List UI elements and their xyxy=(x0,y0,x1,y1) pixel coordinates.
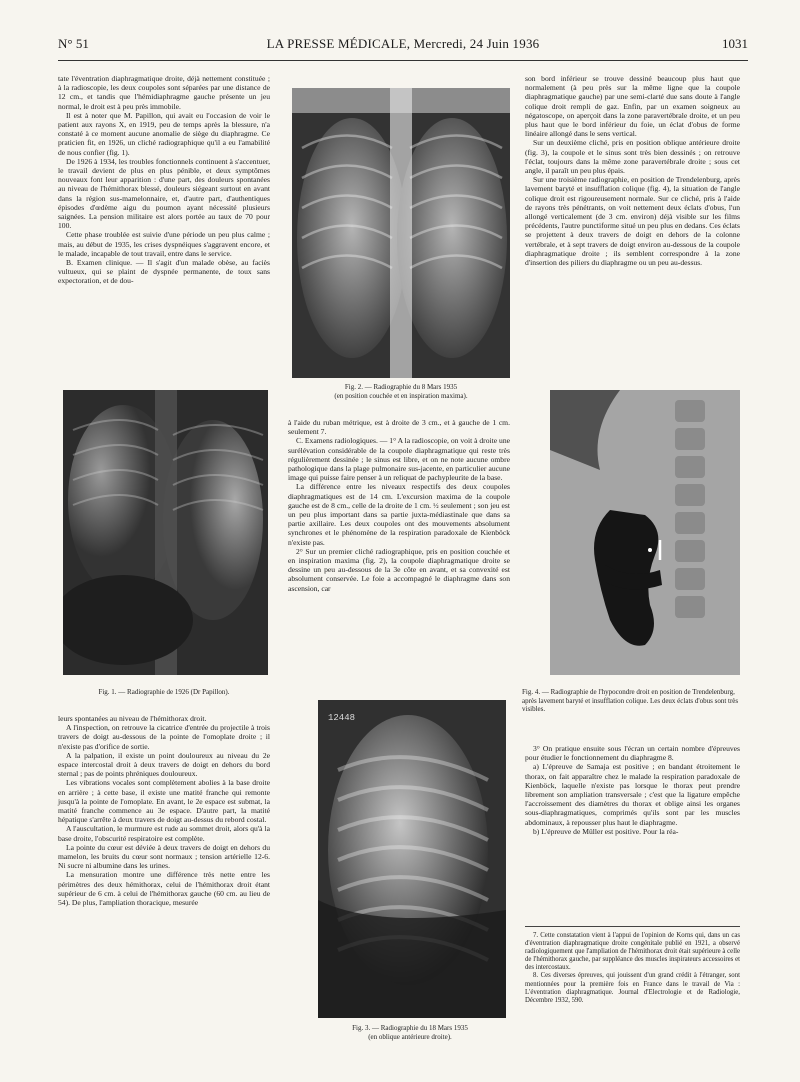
paragraph: De 1926 à 1934, les troubles fonctionnels continuent à s'accentuer, le travail devient de plus en plus pénible, et deux symptômes nouveaux font leur apparition : d'une part, des douleurs spontanées au niveau de l'hémithorax blessé, douleurs siégeant surtout en avant dans la région sus-mamelonnaire, et, d'autre part, d'authentiques épisodes d'œdème aigu du poumon ayant nécessité plusieurs saignées. La pension militaire est alors portée au taux de 70 pour 100. xyxy=(58,156,270,231)
paragraph: à l'aide du ruban métrique, est à droite de 3 cm., et à gauche de 1 cm. seulement 7. xyxy=(288,418,510,437)
xray-chest-image xyxy=(63,390,268,675)
right-column-top xyxy=(525,74,740,267)
paragraph: A la palpation, il existe un point douloureux au niveau du 2e espace intercostal droit à deux travers de doigt en dehors du bord sternal ; pas de points phréniques douloureux. xyxy=(58,750,270,779)
paragraph: A l'inspection, on retrouve la cicatrice d'entrée du projectile à trois travers de doigt au-dessous de la pointe de l'omoplate droite ; il n'existe pas d'orifice de sortie. xyxy=(58,723,270,751)
xray-oblique-image xyxy=(318,700,506,1018)
paragraph: a) L'épreuve de Samaja est positive ; en bandant étroitement le thorax, on fait apparaître chez le malade la respiration paradoxale de Kienböck, laquelle n'existe pas lorsque le thorax peut prendre librement son ampliation transversale ; c'est que la ligature empêche l'accroissement des diamètres du thorax et oblige ainsi les organes sous-diaphragmatiques, comprimés qu'ils sont par les muscles abdominaux, à repousser plus haut le diaphragme. xyxy=(525,762,740,827)
page-number: 1031 xyxy=(722,36,748,51)
figure-1-caption: Fig. 1. — Radiographie de 1926 (Dr Papillon). xyxy=(98,688,230,696)
figure-3-caption xyxy=(300,1024,520,1041)
paragraph: 3° On pratique ensuite sous l'écran un certain nombre d'épreuves pour étudier le fonctionnement du diaphragme 8. xyxy=(525,744,740,763)
paragraph: tate l'éventration diaphragmatique droite, déjà nettement constituée ; à la radioscopie, les deux coupoles sont séparées par une distance de 12 cm., et tandis que l'hémidiaphragme gauche présente un jeu normal, le droit est à peu près immobile. xyxy=(58,74,270,111)
footnote: 7. Cette constatation vient à l'appui de l'opinion de Korns qui, dans un cas d'éventration diaphragmatique droite congénitale publié en 1921, a observé radiologiquement que l'ampliation de l'hémithorax droit était supérieure à celle de l'hémithorax gauche, par suppléance des muscles inspirateurs accessoires et des intercostaux. xyxy=(525,932,740,972)
figure-2-xray xyxy=(292,88,510,378)
right-column-bottom xyxy=(525,744,740,836)
xray-chest-image xyxy=(292,88,510,378)
middle-column xyxy=(288,418,510,593)
paragraph: Sur un deuxième cliché, pris en position oblique antérieure droite (fig. 3), la coupole et le sinus sont très bien dessinés ; on retrouve l'éclat, toujours dans la même zone paravertébrale droite ; sous cet angle, il paraît un peu plus épais. xyxy=(525,138,740,176)
paragraph: La pointe du cœur est déviée à deux travers de doigt en dehors du mamelon, les bruits du cœur sont normaux ; tension artérielle 12-6. Ni sucre ni albumine dans les urines. xyxy=(58,842,270,871)
paragraph: Il est à noter que M. Papillon, qui avait eu l'occasion de voir le patient aux rayons X, en 1919, peu de temps après la blessure, n'a constaté à ce moment aucune anomalie de siège du diaphragme. Ce praticien fit, en 1926, un cliché radiographique qu'il a eu l'amabilité de nous confier (fig. 1). xyxy=(58,110,270,157)
footnotes xyxy=(525,932,740,1005)
paragraph: A l'auscultation, le murmure est rude au sommet droit, alors qu'à la base droite, l'obscurité respiratoire est complète. xyxy=(58,824,270,843)
figure-3-xray xyxy=(318,700,506,1018)
paragraph: b) L'épreuve de Müller est positive. Pour la réa- xyxy=(533,826,679,836)
caption-line: Fig. 3. — Radiographie du 18 Mars 1935 xyxy=(352,1024,468,1032)
film-label: 12448 xyxy=(328,713,356,723)
caption-line: (en position couchée et en inspiration maxima). xyxy=(334,391,468,400)
paragraph: 2° Sur un premier cliché radiographique, pris en position couchée et en inspiration maxima (fig. 2), la coupole diaphragmatique droite se dessine un peu au-dessous de la 3e côte en avant, et sa convexité est absolument conservée. Le foie a accompagné le diaphragme dans son ascension, car xyxy=(288,546,510,593)
issue-number: N° 51 xyxy=(58,36,89,51)
journal-title: LA PRESSE MÉDICALE, Mercredi, 24 Juin 1936 xyxy=(266,36,540,51)
footnote: 8. Ces diverses épreuves, qui jouissent d'un grand crédit à l'étranger, sont mentionnées pour la première fois en France dans le travail de Via : L'éventration diaphragmatique. Journal d'Electrologie et de Radiologie, Décembre 1932, 590. xyxy=(525,972,740,1004)
paragraph: Cette phase troublée est suivie d'une période un peu plus calme ; mais, au début de 1935, les crises dyspnéiques s'aggravent encore, et le malade, incapable de tout travail, entre dans le service. xyxy=(58,230,270,258)
paragraph: La mensuration montre une différence très nette entre les périmètres des deux hémithorax, celui de l'hémithorax droit étant supérieur de 6 cm. à celui de l'hémithorax gauche (60 cm. au lieu de 54). De plus, l'ampliation thoracique, mesurée xyxy=(58,870,270,908)
figure-4-xray xyxy=(550,390,740,675)
paragraph: Les vibrations vocales sont complètement abolies à la base droite en arrière ; à cette base, il existe une matité franche qui remonte jusqu'à la pointe de l'omoplate. En avant, le 2e espace est submat, la matité franche commence au 3e espace. D'autre part, la matité hépatique s'arrête à deux travers de doigt au-dessus du rebord costal. xyxy=(58,778,270,825)
left-column-top xyxy=(58,74,270,286)
paragraph: son bord inférieur se trouve dessiné beaucoup plus haut que normalement (à peu près sur la même ligne que la coupole diaphragmatique gauche) par une semi-clarté due sans doute à l'angle colique droit rempli de gaz. Enfin, par un examen soigneux au négatoscope, on aperçoit dans la zone paravertébrale droite, et un peu plus haut que le bord inférieur du foie, un éclat d'obus de forme linéaire allongé dans le sens vertical. xyxy=(525,74,740,139)
figure-1-xray xyxy=(63,390,268,675)
footnote-separator xyxy=(525,926,740,927)
paragraph: B. Examen clinique. — Il s'agit d'un malade obèse, au faciès vultueux, qui se plaint de dyspnée permanente, de toux sans expectoration, et de dou- xyxy=(58,258,270,286)
page-header xyxy=(58,30,748,61)
paragraph: C. Examens radiologiques. — 1° A la radioscopie, on voit à droite une surélévation considérable de la coupole diaphragmatique qui reste très régulièrement dessinée ; le sinus est libre, et on ne note aucune ombre pathologique dans la plage pulmonaire sus-jacente, en particulier aucune image qui puisse faire penser à un reliquat de pachypleurite de la base. xyxy=(288,436,510,483)
paragraph: La différence entre les niveaux respectifs des deux coupoles diaphragmatiques est de 14 cm. L'excursion maxima de la coupole gauche est de 8 cm., celle de la droite de 1 cm. ½ seulement ; son jeu est un peu plus important dans sa partie juxta-médiastinale que dans sa partie axillaire. Les deux coupoles ont des mouvements absolument synchrones et le phénomène de la respiration paradoxale de Kienböck n'existe pas. xyxy=(288,482,510,547)
figure-4-caption: Fig. 4. — Radiographie de l'hypocondre droit en position de Trendelenburg, après lavement baryté et insufflation colique. Les deux éclats d'obus sont très visibles. xyxy=(522,688,739,714)
left-column-bottom xyxy=(58,714,270,907)
figure-2-caption xyxy=(290,383,512,400)
paragraph: Sur une troisième radiographie, en position de Trendelenburg, après lavement baryté et insufflation colique (fig. 4), la situation de l'angle colique droit est rigoureusement normale. Sur ce cliché, pris à l'aide de rayons très pénétrants, on voit nettement deux éclats d'obus, l'un allongé verticalement (de 3 cm. environ) déjà visible sur les films précédents, l'autre punctiforme situé un peu plus en dedans. Ces éclats se projettent à deux travers de doigt en dehors de la colonne vertébrale, et à sept travers de doigt environ au-dessous de la coupole diaphragmatique droite ; ils semblent correspondre à la zone d'insertion des piliers du diaphragme ou un peu au-dessus. xyxy=(525,175,740,268)
paragraph: leurs spontanées au niveau de l'hémithorax droit. xyxy=(58,714,207,723)
caption-line: Fig. 2. — Radiographie du 8 Mars 1935 xyxy=(344,383,458,391)
xray-abdomen-image xyxy=(550,390,740,675)
caption-line: (en oblique antérieure droite). xyxy=(368,1032,452,1041)
